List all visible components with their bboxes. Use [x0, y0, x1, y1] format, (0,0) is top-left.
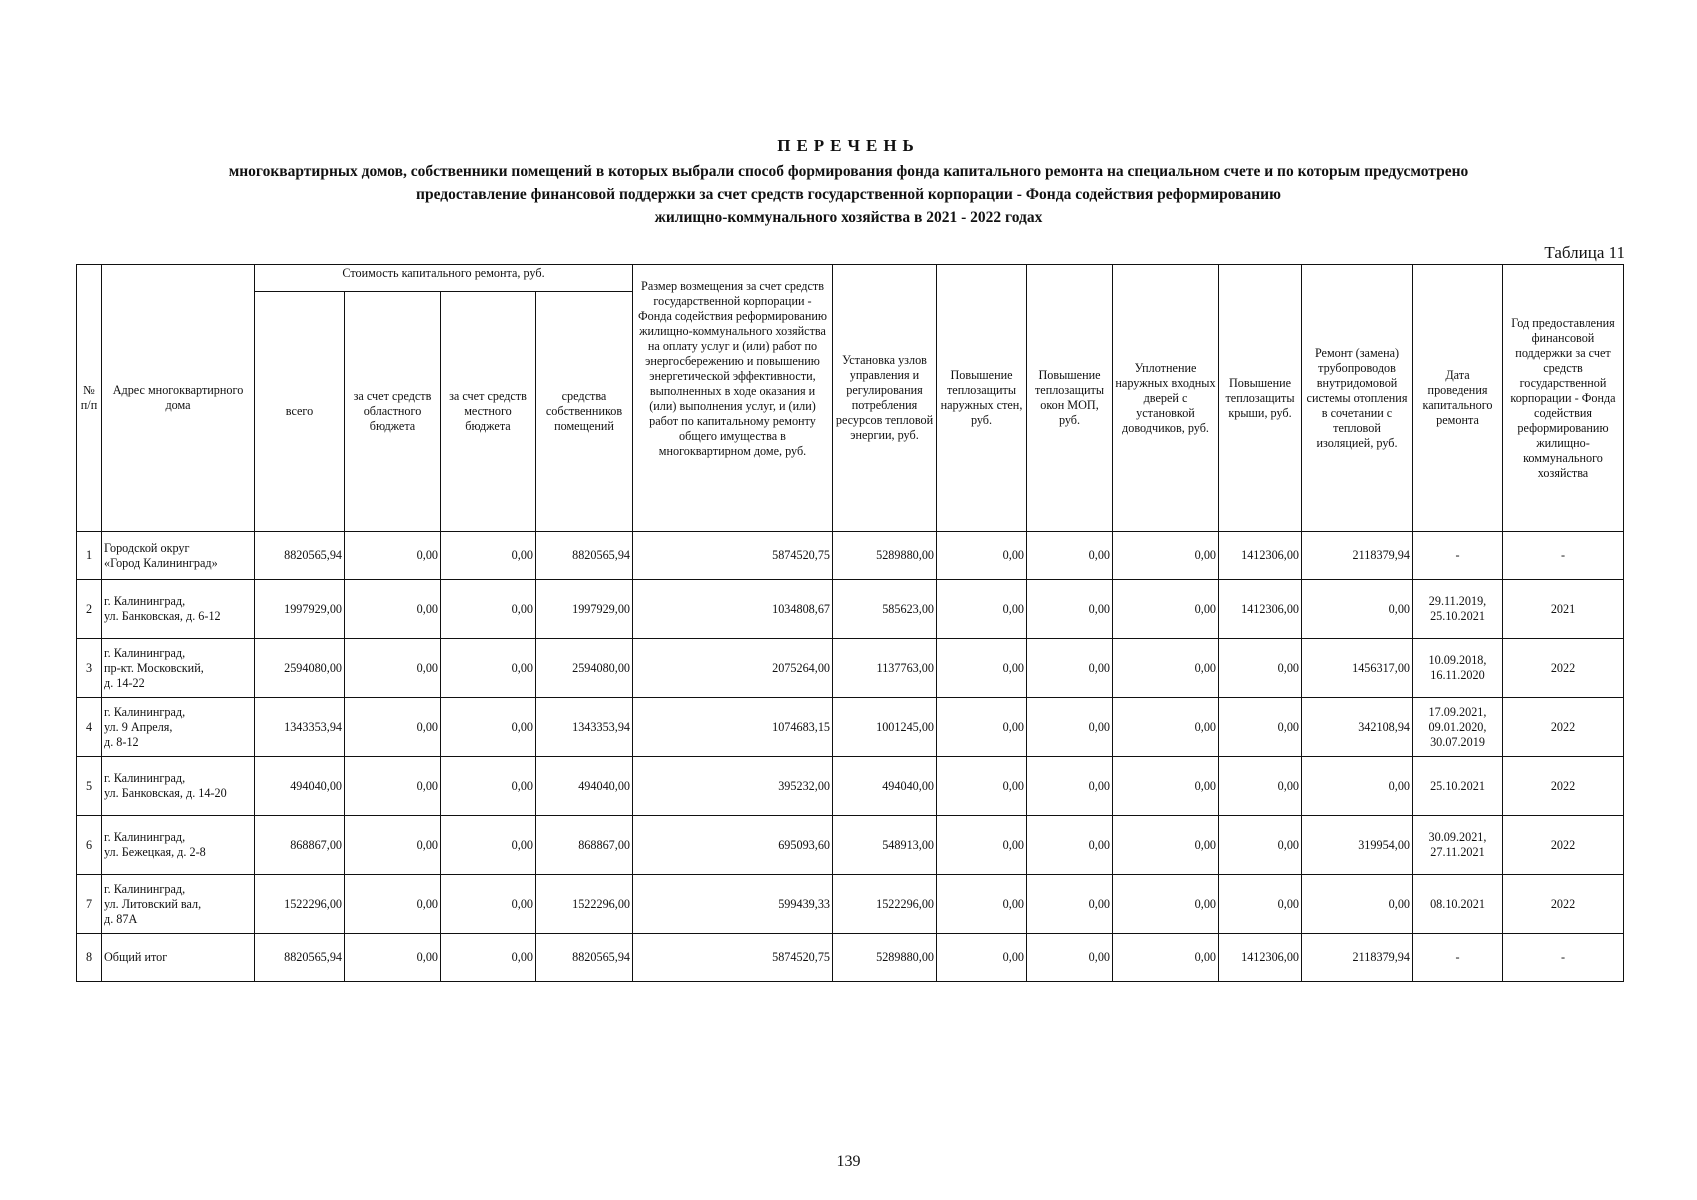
col-header-date: Дата проведения капитального ремонта — [1413, 265, 1503, 532]
page-number: 139 — [836, 1153, 861, 1170]
subtitle-line-2: предоставление финансовой поддержки за счет средств государственной корпорации - Фонда содействия реформированию — [416, 186, 1281, 203]
cell-date — [1413, 875, 1503, 934]
cell-walls: 0,00 — [937, 816, 1027, 875]
cell-regional: 0,00 — [345, 580, 441, 639]
cell-owners: 8820565,94 — [536, 532, 633, 580]
cell-total: 868867,00 — [255, 816, 345, 875]
cell-date — [1413, 532, 1503, 580]
col-header-walls: Повышение теплозащиты наружных стен, руб. — [937, 265, 1027, 532]
cell-year: 2022 — [1503, 816, 1624, 875]
cell-total: 2594080,00 — [255, 639, 345, 698]
table-body — [77, 532, 1624, 982]
cell-reimbursement: 5874520,75 — [633, 532, 833, 580]
col-header-pipes: Ремонт (замена) трубопроводов внутридомовой системы отопления в сочетании с тепловой изоляцией, руб. — [1302, 265, 1413, 532]
date-line: 16.11.2020 — [1430, 668, 1485, 682]
address-line: Общий итог — [104, 950, 168, 964]
cell-pipes: 2118379,94 — [1302, 934, 1413, 982]
cell-reimbursement: 5874520,75 — [633, 934, 833, 982]
date-line: 10.09.2018, — [1428, 653, 1487, 667]
table-row — [77, 757, 1624, 816]
cell-pipes: 0,00 — [1302, 580, 1413, 639]
cell-local: 0,00 — [441, 639, 536, 698]
address-line: ул. Литовский вал, — [104, 896, 202, 911]
cell-walls: 0,00 — [937, 639, 1027, 698]
cell-total: 8820565,94 — [255, 934, 345, 982]
address-line: г. Калининград, — [104, 704, 186, 719]
cell-regional: 0,00 — [345, 875, 441, 934]
cell-windows: 0,00 — [1027, 580, 1113, 639]
cell-roof: 1412306,00 — [1219, 934, 1302, 982]
cell-windows: 0,00 — [1027, 934, 1113, 982]
date-line: 25.10.2021 — [1430, 778, 1485, 793]
col-header-regional: за счет средств областного бюджета — [345, 292, 441, 532]
cell-num: 3 — [77, 639, 102, 698]
cell-address — [102, 816, 255, 875]
cell-walls: 0,00 — [937, 934, 1027, 982]
cell-total: 1997929,00 — [255, 580, 345, 639]
table-row — [77, 532, 1624, 580]
cell-doors: 0,00 — [1113, 532, 1219, 580]
cell-date — [1413, 816, 1503, 875]
cell-pipes: 342108,94 — [1302, 698, 1413, 757]
table-row — [77, 816, 1624, 875]
col-header-meters: Установка узлов управления и регулирования потребления ресурсов тепловой энергии, руб. — [833, 265, 937, 532]
cell-local: 0,00 — [441, 757, 536, 816]
cell-owners: 1343353,94 — [536, 698, 633, 757]
cell-year: 2022 — [1503, 698, 1624, 757]
cell-windows: 0,00 — [1027, 639, 1113, 698]
table-row — [77, 875, 1624, 934]
cell-roof: 1412306,00 — [1219, 532, 1302, 580]
cell-date — [1413, 757, 1503, 816]
date-line: 08.10.2021 — [1430, 896, 1485, 911]
table-row — [77, 580, 1624, 639]
cell-roof: 0,00 — [1219, 816, 1302, 875]
cell-reimbursement: 695093,60 — [633, 816, 833, 875]
cell-num: 2 — [77, 580, 102, 639]
address-line: г. Калининград, — [104, 771, 186, 785]
cell-reimbursement: 599439,33 — [633, 875, 833, 934]
table-row — [77, 934, 1624, 982]
cell-total: 1522296,00 — [255, 875, 345, 934]
cell-walls: 0,00 — [937, 698, 1027, 757]
col-header-roof: Повышение теплозащиты крыши, руб. — [1219, 265, 1302, 532]
cell-pipes: 0,00 — [1302, 757, 1413, 816]
address-line: д. 14-22 — [104, 675, 145, 690]
col-header-reimbursement: Размер возмещения за счет средств государственной корпорации - Фонда содействия реформированию жилищно-коммунального хозяйства на оплату услуг и (или) работ по энергосбережению и повышению энергетической эффективности, выполненных в ходе оказания и (или) выполнения услуг, и (или) работ по капитальному ремонту общего имущества в многоквартирном доме, руб. — [633, 265, 833, 532]
cell-local: 0,00 — [441, 934, 536, 982]
table-number: Таблица 11 — [1544, 243, 1625, 262]
cell-meters: 494040,00 — [833, 757, 937, 816]
cell-doors: 0,00 — [1113, 698, 1219, 757]
cell-walls: 0,00 — [937, 875, 1027, 934]
date-line: - — [1455, 548, 1460, 562]
date-line: 30.07.2019 — [1430, 734, 1485, 749]
cell-walls: 0,00 — [937, 580, 1027, 639]
cell-owners: 1522296,00 — [536, 875, 633, 934]
cell-regional: 0,00 — [345, 532, 441, 580]
cell-year: 2022 — [1503, 639, 1624, 698]
cell-doors: 0,00 — [1113, 580, 1219, 639]
cell-reimbursement: 1034808,67 — [633, 580, 833, 639]
address-line: Городской округ — [104, 540, 190, 555]
cell-num: 5 — [77, 757, 102, 816]
address-line: ул. 9 Апреля, — [104, 719, 173, 734]
address-line: ул. Банковская, д. 14-20 — [104, 786, 227, 800]
cell-local: 0,00 — [441, 698, 536, 757]
cell-walls: 0,00 — [937, 532, 1027, 580]
cell-roof: 0,00 — [1219, 639, 1302, 698]
col-header-local: за счет средств местного бюджета — [441, 292, 536, 532]
col-header-cost-group: Стоимость капитального ремонта, руб. — [255, 265, 633, 292]
cell-year: 2021 — [1503, 580, 1624, 639]
address-line: пр-кт. Московский, — [104, 660, 204, 675]
cell-total: 1343353,94 — [255, 698, 345, 757]
cell-meters: 548913,00 — [833, 816, 937, 875]
date-line: 25.10.2021 — [1430, 609, 1485, 623]
cell-pipes: 2118379,94 — [1302, 532, 1413, 580]
date-line: - — [1455, 950, 1460, 964]
cell-reimbursement: 1074683,15 — [633, 698, 833, 757]
document-subtitle — [60, 160, 1637, 229]
address-line: «Город Калининград» — [104, 555, 218, 570]
address-line: г. Калининград, — [104, 594, 186, 608]
col-header-windows: Повышение теплозащиты окон МОП, руб. — [1027, 265, 1113, 532]
cell-roof: 0,00 — [1219, 698, 1302, 757]
cell-date — [1413, 934, 1503, 982]
date-line: 17.09.2021, — [1428, 704, 1487, 719]
subtitle-line-3: жилищно-коммунального хозяйства в 2021 - 2022 годах — [654, 209, 1043, 226]
address-line: д. 8-12 — [104, 734, 139, 749]
cell-meters: 5289880,00 — [833, 934, 937, 982]
cell-doors: 0,00 — [1113, 757, 1219, 816]
cell-roof: 0,00 — [1219, 875, 1302, 934]
cell-local: 0,00 — [441, 875, 536, 934]
cell-year: 2022 — [1503, 875, 1624, 934]
address-line: г. Калининград, — [104, 645, 186, 660]
cell-date — [1413, 639, 1503, 698]
col-header-total: всего — [255, 292, 345, 532]
address-line: г. Калининград, — [104, 881, 186, 896]
cell-date — [1413, 698, 1503, 757]
cell-windows: 0,00 — [1027, 698, 1113, 757]
cell-roof: 0,00 — [1219, 757, 1302, 816]
cell-address — [102, 532, 255, 580]
col-header-num: № п/п — [77, 265, 102, 532]
cell-year: - — [1503, 934, 1624, 982]
cell-walls: 0,00 — [937, 757, 1027, 816]
cell-windows: 0,00 — [1027, 532, 1113, 580]
cell-doors: 0,00 — [1113, 639, 1219, 698]
cell-doors: 0,00 — [1113, 934, 1219, 982]
cell-num: 8 — [77, 934, 102, 982]
document-title: ПЕРЕЧЕНЬ — [777, 136, 920, 155]
cell-regional: 0,00 — [345, 639, 441, 698]
cell-regional: 0,00 — [345, 698, 441, 757]
cell-num: 4 — [77, 698, 102, 757]
cell-year: 2022 — [1503, 757, 1624, 816]
cell-windows: 0,00 — [1027, 875, 1113, 934]
address-line: ул. Бежецкая, д. 2-8 — [104, 845, 206, 859]
cell-pipes: 1456317,00 — [1302, 639, 1413, 698]
cell-regional: 0,00 — [345, 757, 441, 816]
cell-meters: 1137763,00 — [833, 639, 937, 698]
cell-doors: 0,00 — [1113, 816, 1219, 875]
date-line: 29.11.2019, — [1428, 594, 1487, 608]
cell-owners: 494040,00 — [536, 757, 633, 816]
cell-meters: 1001245,00 — [833, 698, 937, 757]
cell-owners: 8820565,94 — [536, 934, 633, 982]
cell-roof: 1412306,00 — [1219, 580, 1302, 639]
cell-address — [102, 875, 255, 934]
col-header-address: Адрес многоквартирного дома — [102, 265, 255, 532]
date-line: 09.01.2020, — [1428, 719, 1487, 734]
col-header-owners: средства собственников помещений — [536, 292, 633, 532]
cell-pipes: 319954,00 — [1302, 816, 1413, 875]
cell-address — [102, 934, 255, 982]
cell-address — [102, 698, 255, 757]
cell-meters: 1522296,00 — [833, 875, 937, 934]
cell-owners: 868867,00 — [536, 816, 633, 875]
cell-num: 1 — [77, 532, 102, 580]
cell-address — [102, 757, 255, 816]
address-line: ул. Банковская, д. 6-12 — [104, 609, 221, 623]
repair-table — [76, 264, 1624, 982]
col-header-doors: Уплотнение наружных входных дверей с установкой доводчиков, руб. — [1113, 265, 1219, 532]
cell-local: 0,00 — [441, 532, 536, 580]
date-line: 27.11.2021 — [1430, 845, 1485, 859]
address-line: д. 87А — [104, 911, 138, 926]
cell-regional: 0,00 — [345, 934, 441, 982]
cell-reimbursement: 395232,00 — [633, 757, 833, 816]
cell-num: 6 — [77, 816, 102, 875]
cell-owners: 1997929,00 — [536, 580, 633, 639]
address-line: г. Калининград, — [104, 830, 186, 844]
cell-meters: 5289880,00 — [833, 532, 937, 580]
table-row — [77, 698, 1624, 757]
cell-address — [102, 580, 255, 639]
cell-doors: 0,00 — [1113, 875, 1219, 934]
cell-regional: 0,00 — [345, 816, 441, 875]
cell-total: 8820565,94 — [255, 532, 345, 580]
col-header-year: Год предоставления финансовой поддержки за счет средств государственной корпорации - Фонда содействия реформированию жилищно-коммунального хозяйства — [1503, 265, 1624, 532]
cell-local: 0,00 — [441, 580, 536, 639]
cell-meters: 585623,00 — [833, 580, 937, 639]
table-row — [77, 639, 1624, 698]
cell-reimbursement: 2075264,00 — [633, 639, 833, 698]
cell-date — [1413, 580, 1503, 639]
cell-pipes: 0,00 — [1302, 875, 1413, 934]
cell-address — [102, 639, 255, 698]
cell-local: 0,00 — [441, 816, 536, 875]
cell-owners: 2594080,00 — [536, 639, 633, 698]
cell-num: 7 — [77, 875, 102, 934]
subtitle-line-1: многоквартирных домов, собственники помещений в которых выбрали способ формирования фонда капитального ремонта на специальном счете и по которым предусмотрено — [228, 163, 1469, 180]
cell-windows: 0,00 — [1027, 757, 1113, 816]
cell-year: - — [1503, 532, 1624, 580]
cell-total: 494040,00 — [255, 757, 345, 816]
date-line: 30.09.2021, — [1428, 830, 1487, 844]
cell-windows: 0,00 — [1027, 816, 1113, 875]
